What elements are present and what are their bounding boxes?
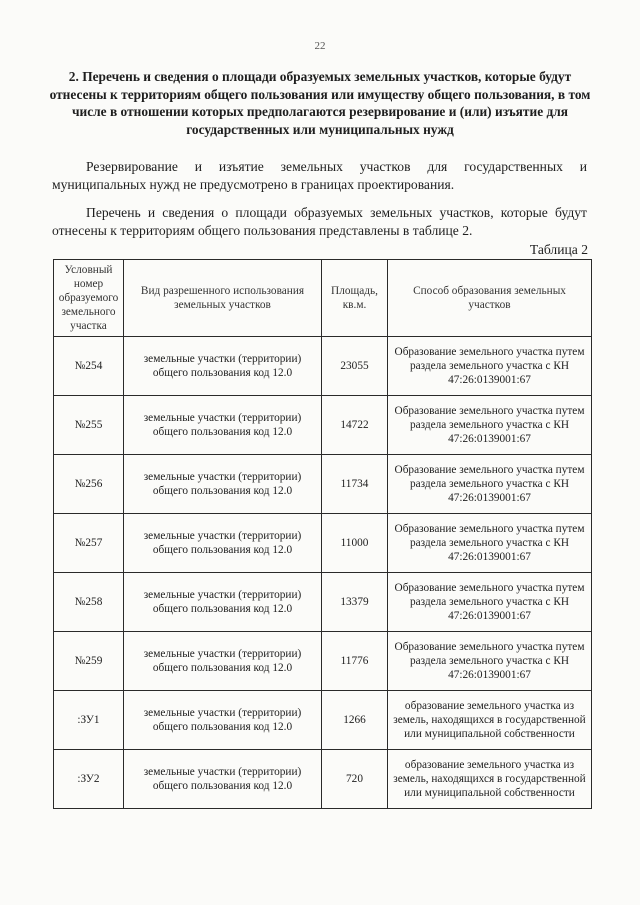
cell-permitted-use: земельные участки (территории) общего пользования код 12.0 xyxy=(124,396,322,455)
table-row xyxy=(54,632,592,691)
cell-area: 14722 xyxy=(322,396,388,455)
table-caption: Таблица 2 xyxy=(529,242,588,257)
section-heading: 2. Перечень и сведения о площади образуемых земельных участков, которые будут отнесены к территориям общего пользования или имуществу общего пользования, в том числе в отношении которых предполагаются резервирование и (или) изъятие для государственных или муниципальных нужд xyxy=(49,69,591,137)
cell-formation-method: образование земельного участка из земель, находящихся в государственной или муниципальной собственности xyxy=(388,691,592,750)
cell-area: 11734 xyxy=(322,455,388,514)
cell-permitted-use: земельные участки (территории) общего пользования код 12.0 xyxy=(124,632,322,691)
table-row xyxy=(54,750,592,809)
cell-plot-number: :ЗУ2 xyxy=(54,750,124,809)
cell-plot-number: №257 xyxy=(54,514,124,573)
cell-permitted-use: земельные участки (территории) общего пользования код 12.0 xyxy=(124,455,322,514)
cell-area: 11776 xyxy=(322,632,388,691)
table-row xyxy=(54,396,592,455)
header-permitted-use: Вид разрешенного использования земельных участков xyxy=(124,260,322,337)
cell-permitted-use: земельные участки (территории) общего пользования код 12.0 xyxy=(124,337,322,396)
cell-area: 1266 xyxy=(322,691,388,750)
header-area: Площадь, кв.м. xyxy=(322,260,388,337)
cell-formation-method: Образование земельного участка путем раздела земельного участка с КН 47:26:0139001:67 xyxy=(388,337,592,396)
table-header-row xyxy=(54,260,592,337)
land-plots-table xyxy=(53,259,592,809)
cell-plot-number: №254 xyxy=(54,337,124,396)
cell-plot-number: :ЗУ1 xyxy=(54,691,124,750)
cell-area: 13379 xyxy=(322,573,388,632)
page-number: 22 xyxy=(314,40,326,52)
cell-permitted-use: земельные участки (территории) общего пользования код 12.0 xyxy=(124,573,322,632)
cell-area: 720 xyxy=(322,750,388,809)
cell-formation-method: Образование земельного участка путем раздела земельного участка с КН 47:26:0139001:67 xyxy=(388,573,592,632)
cell-plot-number: №255 xyxy=(54,396,124,455)
cell-area: 23055 xyxy=(322,337,388,396)
cell-area: 11000 xyxy=(322,514,388,573)
cell-plot-number: №258 xyxy=(54,573,124,632)
header-plot-number: Условный номер образуемого земельного участка xyxy=(54,260,124,337)
cell-formation-method: Образование земельного участка путем раздела земельного участка с КН 47:26:0139001:67 xyxy=(388,514,592,573)
table-row xyxy=(54,455,592,514)
paragraph-table-intro: Перечень и сведения о площади образуемых земельных участков, которые будут отнесены к территориям общего пользования представлены в таблице 2. xyxy=(52,205,587,238)
cell-plot-number: №256 xyxy=(54,455,124,514)
table-row xyxy=(54,337,592,396)
paragraph-reservation: Резервирование и изъятие земельных участков для государственных и муниципальных нужд не предусмотрено в границах проектирования. xyxy=(52,159,587,192)
cell-formation-method: Образование земельного участка путем раздела земельного участка с КН 47:26:0139001:67 xyxy=(388,396,592,455)
header-formation-method: Способ образования земельных участков xyxy=(388,260,592,337)
cell-formation-method: Образование земельного участка путем раздела земельного участка с КН 47:26:0139001:67 xyxy=(388,455,592,514)
table-row xyxy=(54,514,592,573)
table-row xyxy=(54,691,592,750)
cell-formation-method: образование земельного участка из земель, находящихся в государственной или муниципальной собственности xyxy=(388,750,592,809)
cell-permitted-use: земельные участки (территории) общего пользования код 12.0 xyxy=(124,750,322,809)
cell-permitted-use: земельные участки (территории) общего пользования код 12.0 xyxy=(124,514,322,573)
table-row xyxy=(54,573,592,632)
cell-permitted-use: земельные участки (территории) общего пользования код 12.0 xyxy=(124,691,322,750)
cell-formation-method: Образование земельного участка путем раздела земельного участка с КН 47:26:0139001:67 xyxy=(388,632,592,691)
cell-plot-number: №259 xyxy=(54,632,124,691)
